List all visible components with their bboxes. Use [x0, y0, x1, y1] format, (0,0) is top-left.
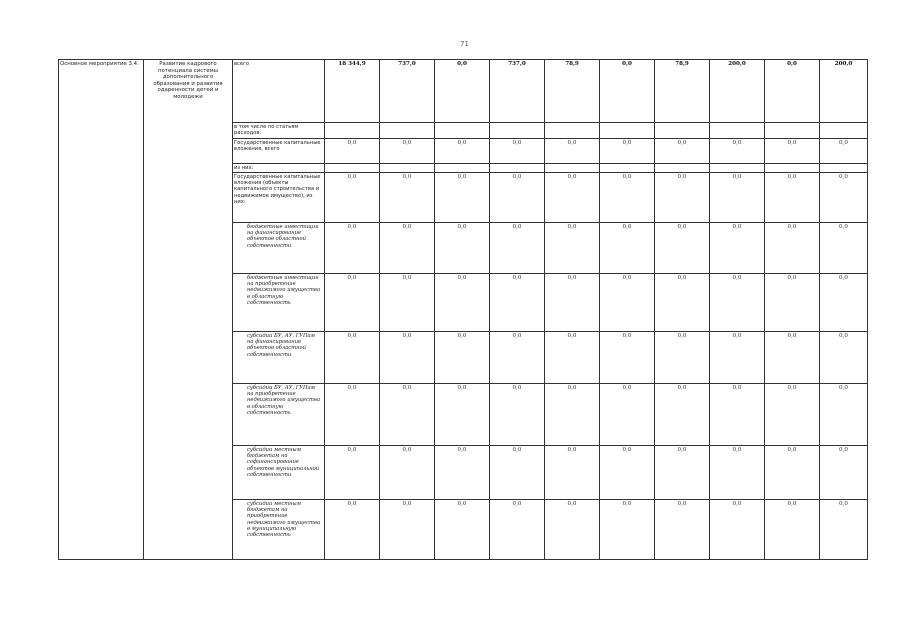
value-cell: 0,0: [710, 499, 765, 559]
value-cell: 0,0: [545, 222, 600, 273]
value-cell: 0,0: [765, 172, 820, 222]
value-cell: 0,0: [710, 222, 765, 273]
value-cell: [325, 123, 380, 139]
value-cell: 0,0: [710, 172, 765, 222]
value-cell: [600, 163, 655, 172]
value-cell: 0,0: [545, 445, 600, 499]
value-cell: 737,0: [490, 60, 545, 123]
value-cell: 0,0: [435, 445, 490, 499]
value-cell: 0,0: [765, 60, 820, 123]
value-cell: 0,0: [490, 445, 545, 499]
value-cell: [655, 123, 710, 139]
value-cell: 0,0: [380, 138, 435, 163]
value-cell: 0,0: [545, 499, 600, 559]
value-cell: [765, 163, 820, 172]
value-cell: 0,0: [380, 499, 435, 559]
value-cell: [765, 123, 820, 139]
value-cell: 0,0: [600, 138, 655, 163]
value-cell: 0,0: [380, 383, 435, 445]
value-cell: 0,0: [710, 445, 765, 499]
value-cell: [380, 123, 435, 139]
value-cell: 0,0: [820, 445, 868, 499]
row-label: субсидии БУ, АУ, ГУПам на приобретение недвижимого имущества в областную собственность: [233, 383, 325, 445]
value-cell: 0,0: [325, 499, 380, 559]
value-cell: 0,0: [380, 172, 435, 222]
value-cell: 737,0: [380, 60, 435, 123]
value-cell: 0,0: [765, 383, 820, 445]
value-cell: 0,0: [655, 138, 710, 163]
value-cell: 0,0: [710, 331, 765, 383]
value-cell: 0,0: [435, 138, 490, 163]
value-cell: 0,0: [600, 172, 655, 222]
value-cell: 78,9: [545, 60, 600, 123]
value-cell: 0,0: [710, 273, 765, 331]
value-cell: 0,0: [710, 383, 765, 445]
value-cell: 0,0: [820, 222, 868, 273]
value-cell: 0,0: [325, 222, 380, 273]
value-cell: [820, 123, 868, 139]
value-cell: 0,0: [380, 273, 435, 331]
value-cell: 78,9: [655, 60, 710, 123]
value-cell: [545, 123, 600, 139]
value-cell: 0,0: [820, 499, 868, 559]
value-cell: [380, 163, 435, 172]
value-cell: [325, 163, 380, 172]
value-cell: 0,0: [490, 499, 545, 559]
value-cell: 0,0: [765, 138, 820, 163]
value-cell: 0,0: [765, 499, 820, 559]
value-cell: 0,0: [600, 383, 655, 445]
value-cell: 0,0: [435, 222, 490, 273]
value-cell: 200,0: [710, 60, 765, 123]
row-label: субсидии БУ, АУ, ГУПам на финансирование объектов областной собственности: [233, 331, 325, 383]
row-label: в том числе по статьям расходов:: [233, 123, 325, 139]
value-cell: 0,0: [545, 273, 600, 331]
value-cell: 18 344,9: [325, 60, 380, 123]
value-cell: 0,0: [820, 331, 868, 383]
value-cell: 0,0: [435, 60, 490, 123]
value-cell: [655, 163, 710, 172]
value-cell: 0,0: [600, 445, 655, 499]
value-cell: 0,0: [600, 60, 655, 123]
value-cell: 0,0: [490, 383, 545, 445]
value-cell: 0,0: [655, 383, 710, 445]
value-cell: 0,0: [380, 331, 435, 383]
value-cell: 0,0: [710, 138, 765, 163]
value-cell: 0,0: [820, 273, 868, 331]
value-cell: 0,0: [325, 383, 380, 445]
value-cell: 0,0: [820, 138, 868, 163]
row-label: Государственные капитальные вложения, всего: [233, 138, 325, 163]
value-cell: 0,0: [545, 138, 600, 163]
value-cell: 0,0: [490, 138, 545, 163]
value-cell: [490, 123, 545, 139]
row-label: бюджетные инвестиции на приобретение недвижимого имущества в областную собственность: [233, 273, 325, 331]
row-label: бюджетные инвестиции на финансирование объектов областной собственности: [233, 222, 325, 273]
value-cell: 0,0: [325, 273, 380, 331]
value-cell: 0,0: [765, 273, 820, 331]
value-cell: [490, 163, 545, 172]
value-cell: 0,0: [325, 445, 380, 499]
value-cell: 0,0: [490, 273, 545, 331]
value-cell: 0,0: [600, 331, 655, 383]
value-cell: 0,0: [545, 331, 600, 383]
budget-table: [58, 59, 868, 560]
value-cell: 0,0: [765, 331, 820, 383]
value-cell: 0,0: [600, 499, 655, 559]
value-cell: 0,0: [435, 331, 490, 383]
value-cell: 0,0: [820, 172, 868, 222]
value-cell: 0,0: [655, 273, 710, 331]
value-cell: 0,0: [435, 499, 490, 559]
value-cell: 200,0: [820, 60, 868, 123]
value-cell: [435, 163, 490, 172]
row-label: субсидии местным бюджетам на софинансирование объектов муниципальной собственности: [233, 445, 325, 499]
value-cell: [710, 163, 765, 172]
value-cell: 0,0: [655, 499, 710, 559]
page-number: 71: [460, 40, 469, 48]
value-cell: 0,0: [490, 222, 545, 273]
row-label: из них:: [233, 163, 325, 172]
value-cell: 0,0: [435, 273, 490, 331]
value-cell: 0,0: [325, 172, 380, 222]
value-cell: 0,0: [435, 383, 490, 445]
value-cell: [600, 123, 655, 139]
value-cell: [710, 123, 765, 139]
value-cell: 0,0: [600, 273, 655, 331]
value-cell: 0,0: [435, 172, 490, 222]
value-cell: 0,0: [765, 445, 820, 499]
value-cell: [435, 123, 490, 139]
value-cell: 0,0: [545, 383, 600, 445]
value-cell: 0,0: [820, 383, 868, 445]
value-cell: 0,0: [655, 172, 710, 222]
value-cell: 0,0: [765, 222, 820, 273]
value-cell: 0,0: [380, 445, 435, 499]
value-cell: 0,0: [655, 445, 710, 499]
value-cell: 0,0: [325, 331, 380, 383]
row-label: субсидии местным бюджетам на приобретение недвижимого имущества в муниципальную собственность: [233, 499, 325, 559]
value-cell: [820, 163, 868, 172]
value-cell: [545, 163, 600, 172]
event-label-cell: Основное мероприятие 3.4.: [59, 60, 144, 560]
program-name-cell: Развитие кадрового потенциала системы дополнительного образования и развития одаренности детей и молодежи: [144, 60, 233, 560]
value-cell: 0,0: [655, 331, 710, 383]
value-cell: 0,0: [600, 222, 655, 273]
table-row: [59, 60, 868, 123]
value-cell: 0,0: [490, 172, 545, 222]
row-label: Государственные капитальные вложения (объекты капитального строительства и недвижимое имущество), из них:: [233, 172, 325, 222]
value-cell: 0,0: [655, 222, 710, 273]
row-label: всего: [233, 60, 325, 123]
value-cell: 0,0: [380, 222, 435, 273]
value-cell: 0,0: [490, 331, 545, 383]
value-cell: 0,0: [545, 172, 600, 222]
value-cell: 0,0: [325, 138, 380, 163]
